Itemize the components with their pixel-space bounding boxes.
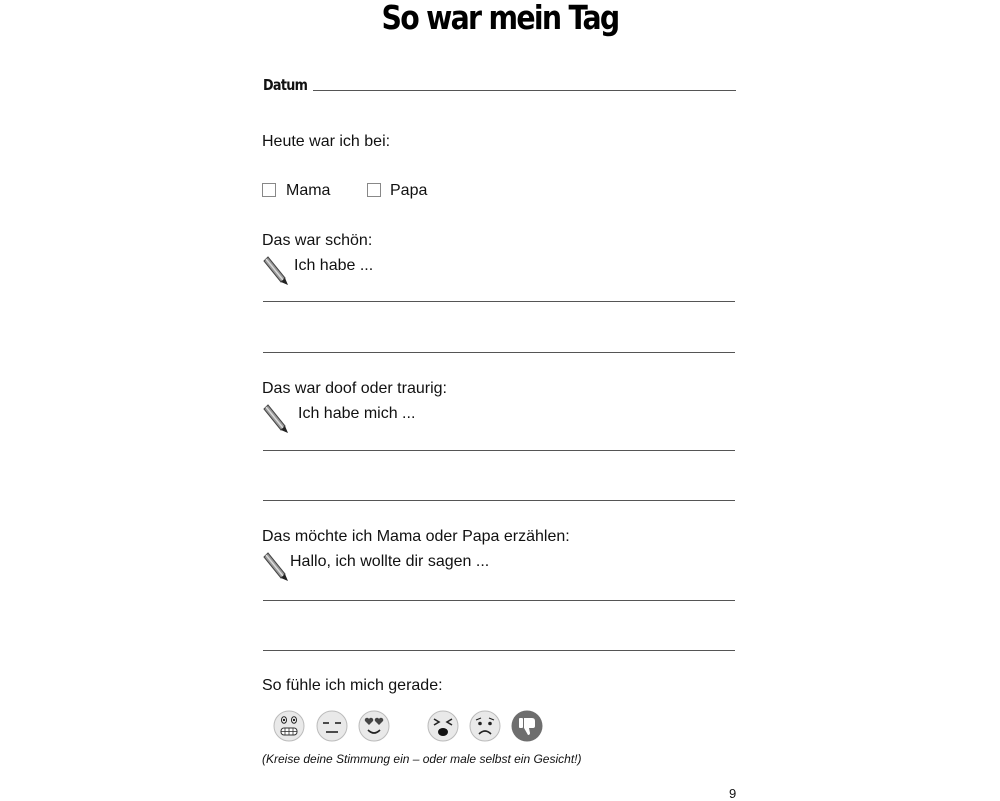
worried-face-icon[interactable] <box>469 710 501 742</box>
writing-line[interactable] <box>263 450 735 451</box>
sentence-starter-tell: Hallo, ich wollte dir sagen ... <box>290 553 490 570</box>
checkbox-papa[interactable] <box>367 183 381 197</box>
grimacing-face-icon[interactable] <box>273 710 305 742</box>
squinting-face-icon[interactable] <box>427 710 459 742</box>
mood-hint: (Kreise deine Stimmung ein – oder male selbst ein Gesicht!) <box>262 752 582 766</box>
mood-prompt: So fühle ich mich gerade: <box>262 677 443 694</box>
heart-eyes-face-icon[interactable] <box>358 710 390 742</box>
checkbox-mama[interactable] <box>262 183 276 197</box>
page-number: 9 <box>729 786 737 801</box>
thumbs-down-icon[interactable] <box>511 710 543 742</box>
section-heading-nice: Das war schön: <box>262 232 373 249</box>
pencil-icon <box>261 256 289 286</box>
writing-line[interactable] <box>263 650 735 651</box>
date-line[interactable] <box>313 90 736 91</box>
sentence-starter-sad: Ich habe mich ... <box>298 405 416 422</box>
sentence-starter-nice: Ich habe ... <box>294 257 374 274</box>
writing-line[interactable] <box>263 301 735 302</box>
pencil-icon <box>261 552 289 582</box>
section-heading-tell: Das möchte ich Mama oder Papa erzählen: <box>262 528 570 545</box>
stay-prompt: Heute war ich bei: <box>262 133 391 150</box>
expressionless-face-icon[interactable] <box>316 710 348 742</box>
option-label-mama: Mama <box>286 182 331 199</box>
date-label: Datum <box>263 76 308 94</box>
section-heading-sad: Das war doof oder traurig: <box>262 380 447 397</box>
page-title: So war mein Tag <box>381 0 619 37</box>
option-label-papa: Papa <box>390 182 428 199</box>
writing-line[interactable] <box>263 600 735 601</box>
writing-line[interactable] <box>263 352 735 353</box>
pencil-icon <box>261 404 289 434</box>
writing-line[interactable] <box>263 500 735 501</box>
